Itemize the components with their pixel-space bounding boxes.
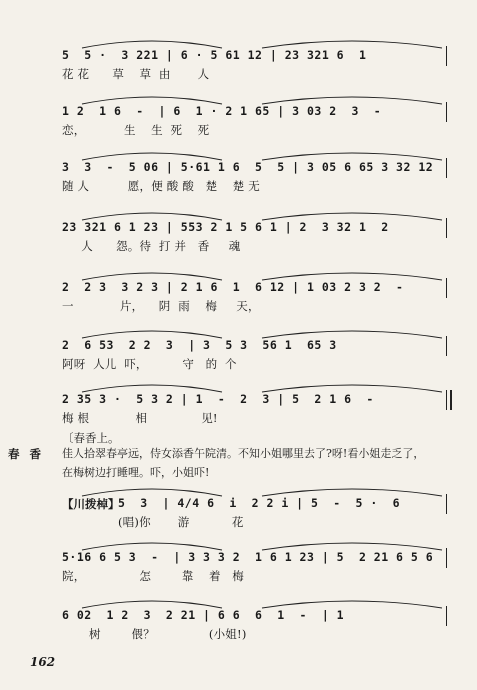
barline (446, 46, 447, 66)
lyrics-line: 梅 根 相 见! (62, 411, 218, 425)
speech-line-2: 在梅树边打睡哩。吓，小姐吓! (62, 466, 210, 479)
lyrics-line: 一 片， 阴 雨 梅 天， (62, 299, 260, 313)
barline (446, 390, 452, 410)
barline (446, 548, 447, 568)
page-number: 162 (30, 655, 56, 669)
barline (446, 102, 447, 122)
barline (446, 158, 447, 178)
lyrics-line: (唱)你 游 花 (118, 515, 244, 529)
barline (446, 218, 447, 238)
notation-line: 2 35 3 · 5 3 2 | 1 - 2 3 | 5 2 1 6 - (62, 392, 374, 406)
lyrics-line: 院， 怎 靠 着 梅 (62, 569, 245, 583)
notation-line: 5 3 | 4/4 6 i 2 2 i | 5 - 5 · 6 (118, 496, 401, 510)
barline (446, 606, 447, 626)
lyrics-line: 花 花 草 草 由 人 (62, 67, 210, 81)
barline (446, 494, 447, 514)
lyrics-line: 恋， 生 生 死 死 (62, 123, 210, 137)
notation-line: 1 2 1 6 - | 6 1 · 2 1 65 | 3 03 2 3 - (62, 104, 382, 118)
stage-direction: 〔春香上。 (62, 431, 120, 445)
lyrics-line: 随 人 愿，便 酸 酸 楚 楚 无 (62, 179, 260, 193)
notation-line: 23 321 6 1 23 | 553 2 1 5 6 1 | 2 3 32 1 2 (62, 220, 389, 234)
lyrics-line: 人 怨。待 打 并 香 魂 (62, 239, 241, 253)
notation-line: 2 2 3 3 2 3 | 2 1 6 1 6 12 | 1 03 2 3 2 - (62, 280, 404, 294)
notation-line: 2 6 53 2 2 3 | 3 5 3 56 1 65 3 (62, 338, 337, 352)
notation-line: 5·16 6 5 3 - | 3 3 3 2 1 6 1 23 | 5 2 21 6 5 6 (62, 550, 434, 564)
speaker-name: 春 香 (8, 447, 45, 461)
notation-line: 3 3 - 5 06 | 5·61 1 6 5 5 | 3 05 6 65 3 32 12 (62, 160, 434, 174)
barline (446, 278, 447, 298)
barline (446, 336, 447, 356)
lyrics-line: 树 偎？ (小姐!) (62, 627, 247, 641)
tune-label: 【川拨棹】 (62, 497, 120, 511)
lyrics-line: 阿呀 人儿 吓， 守 的 个 (62, 357, 237, 371)
notation-line: 6 02 1 2 3 2 21 | 6 6 6 1 - | 1 (62, 608, 345, 622)
speech-line-1: 佳人拾翠春亭远，侍女添香午院清。不知小姐哪里去了?呀!看小姐走乏了， (62, 447, 425, 460)
notation-line: 5 5 · 3 221 | 6 · 5 61 12 | 23 321 6 1 (62, 48, 367, 62)
